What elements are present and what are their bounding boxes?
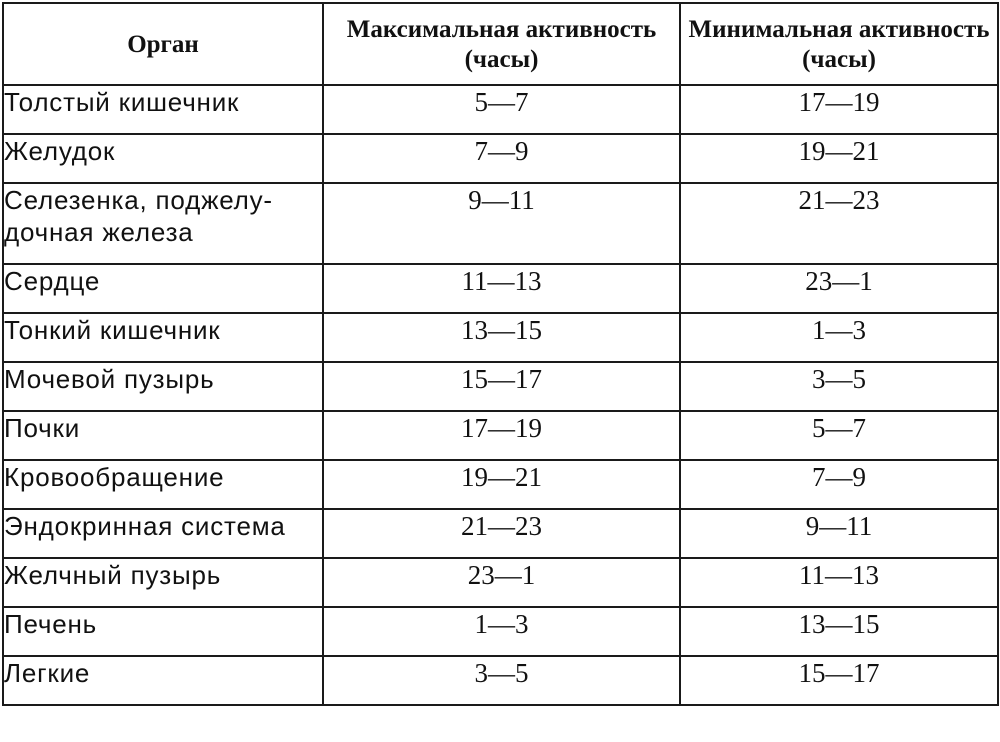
organ-cell: Кровообращение	[3, 460, 323, 509]
max-activity-cell: 21—23	[323, 509, 680, 558]
organ-cell: Желудок	[3, 134, 323, 183]
min-activity-cell: 19—21	[680, 134, 998, 183]
table-row	[3, 558, 998, 607]
organ-cell: Почки	[3, 411, 323, 460]
organ-cell: Толстый кишечник	[3, 85, 323, 134]
min-activity-cell: 9—11	[680, 509, 998, 558]
table-row	[3, 264, 998, 313]
table-row	[3, 183, 998, 264]
min-activity-cell: 13—15	[680, 607, 998, 656]
max-activity-cell: 13—15	[323, 313, 680, 362]
organ-cell: Селезенка, поджелу- дочная железа	[3, 183, 323, 264]
max-activity-cell: 23—1	[323, 558, 680, 607]
header-max-activity: Максимальная активность (часы)	[323, 3, 680, 85]
min-activity-cell: 23—1	[680, 264, 998, 313]
table-header-row	[3, 3, 998, 85]
table-row	[3, 607, 998, 656]
max-activity-cell: 9—11	[323, 183, 680, 264]
organ-cell: Мочевой пузырь	[3, 362, 323, 411]
header-organ: Орган	[3, 3, 323, 85]
organ-cell: Сердце	[3, 264, 323, 313]
min-activity-cell: 5—7	[680, 411, 998, 460]
min-activity-cell: 3—5	[680, 362, 998, 411]
max-activity-cell: 17—19	[323, 411, 680, 460]
min-activity-cell: 17—19	[680, 85, 998, 134]
table-row	[3, 313, 998, 362]
max-activity-cell: 15—17	[323, 362, 680, 411]
min-activity-cell: 21—23	[680, 183, 998, 264]
table-row	[3, 362, 998, 411]
max-activity-cell: 11—13	[323, 264, 680, 313]
table-row	[3, 85, 998, 134]
table-row	[3, 656, 998, 705]
table-row	[3, 134, 998, 183]
organ-cell: Тонкий кишечник	[3, 313, 323, 362]
max-activity-cell: 1—3	[323, 607, 680, 656]
min-activity-cell: 7—9	[680, 460, 998, 509]
table-row	[3, 460, 998, 509]
organ-cell: Эндокринная система	[3, 509, 323, 558]
table-row	[3, 509, 998, 558]
min-activity-cell: 1—3	[680, 313, 998, 362]
organ-cell: Печень	[3, 607, 323, 656]
max-activity-cell: 7—9	[323, 134, 680, 183]
organ-activity-table	[2, 2, 999, 706]
organ-cell: Легкие	[3, 656, 323, 705]
organ-cell: Желчный пузырь	[3, 558, 323, 607]
max-activity-cell: 19—21	[323, 460, 680, 509]
min-activity-cell: 11—13	[680, 558, 998, 607]
header-min-activity: Минимальная активность (часы)	[680, 3, 998, 85]
max-activity-cell: 5—7	[323, 85, 680, 134]
max-activity-cell: 3—5	[323, 656, 680, 705]
table-row	[3, 411, 998, 460]
min-activity-cell: 15—17	[680, 656, 998, 705]
